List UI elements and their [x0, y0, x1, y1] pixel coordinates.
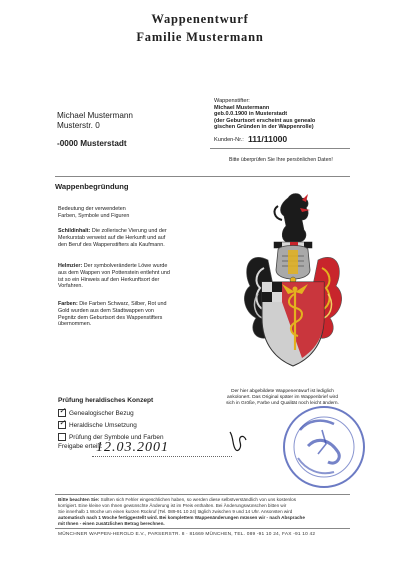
checkbox-genealogy[interactable]	[58, 406, 66, 417]
founder-label: Wappenstifter:	[214, 98, 250, 104]
recipient-name: Michael Mustermann	[57, 111, 133, 120]
shield-line: den Beruf des Wappenstifters als Kaufmann.	[58, 241, 165, 248]
checklist-item-heraldic[interactable]	[58, 418, 137, 429]
divider	[210, 148, 350, 149]
checkbox-symbols[interactable]	[58, 433, 66, 441]
notice-line: Sie innerhalb 1 Woche um einen kurzen Rückruf (Tel. 089-91 10 24) täglich zwischen 9 und 14 Uhr. Ansonsten wird	[58, 509, 293, 515]
checklist-label: Heraldische Umsetzung	[69, 421, 137, 429]
release-label: Freigabe erteilt:	[58, 443, 103, 450]
notice-line: Sollten sich Fehler eingeschlichen haben, so werden diese selbstverständlich von uns kostenlos	[99, 497, 296, 502]
shield-line: Die zollerische Vierung und der	[90, 228, 167, 234]
checklist-label: Genealogischer Bezug	[69, 409, 134, 417]
checklist-label: Prüfung der Symbole und Farben	[69, 433, 164, 441]
colors-line: übernommen.	[58, 321, 92, 328]
notice-line: automatisch nach 1 Woche fertiggestellt wird. Bei komplettem Wappenänderungen müssen wir - nach Absprache	[58, 515, 305, 521]
check-hint: Bitte überprüfen Sie Ihre persönlichen Daten!	[229, 157, 333, 163]
founder-note: (der Geburtsort erscheint aus genealo	[214, 117, 316, 124]
caption-line: ankolonert. Das Original später im Wappenbrief wird	[227, 394, 338, 400]
checkbox-heraldic[interactable]	[58, 418, 66, 429]
coat-of-arms-image	[238, 190, 348, 386]
founder-note2: gischen Gründen in der Wappenrolle)	[214, 124, 314, 131]
founder-block	[214, 98, 315, 131]
colors-line: Die Farben Schwarz, Silber, Rot und	[77, 301, 167, 307]
stamp-image	[278, 400, 370, 494]
notice-label: Bitte beachten Sie:	[58, 497, 100, 502]
section-divider	[55, 176, 350, 177]
colors-line: Pegnitz dem Geburtsort des Wappenstifters	[58, 314, 163, 321]
checkmark-icon: ✓	[59, 406, 66, 415]
notice-text	[58, 497, 348, 527]
shield-label: Schildinhalt:	[58, 228, 91, 234]
page-title: Wappenentwurf	[151, 12, 249, 26]
justification-intro	[58, 206, 206, 220]
footer-divider	[55, 528, 350, 529]
notice-line: mit Ihnen - einen zusätzlichen Betrag berechnen.	[58, 521, 165, 527]
colors-line: Gold wurden aus dem Stadtwappen von	[58, 307, 154, 314]
crest-line: Vorfahren.	[58, 283, 83, 290]
page-subtitle: Familie Mustermann	[136, 30, 264, 44]
colors-description	[58, 301, 206, 328]
founder-birth: geb.0.0.1900 in Musterstadt	[214, 111, 288, 118]
justification-title: Wappenbegründung	[55, 182, 129, 191]
shield-description	[58, 228, 206, 248]
footer-address: MÜNCHNER WAPPEN-HEROLD E.V., PARSERSTR. 8 · 81669 MÜNCHEN, TEL. 089 -91 10 24, FAX -91 10 42	[58, 532, 316, 537]
customer-number-label: Kunden-Nr.:	[214, 137, 244, 143]
notice-divider	[55, 494, 350, 495]
shield-line: Merkurstab verweist auf die Herkunft und auf	[58, 234, 166, 241]
signature-image	[224, 428, 254, 456]
checklist-item-genealogy[interactable]	[58, 406, 134, 417]
crest-line: ist so ein Hinweis auf den Herkunftsort der	[58, 276, 160, 283]
crest-description	[58, 263, 206, 290]
crest-label: Helmzier:	[58, 263, 83, 269]
release-date: 12.03.2001	[96, 440, 169, 455]
checkmark-icon: ✓	[59, 418, 66, 427]
founder-name: Michael Mustermann	[214, 104, 270, 111]
recipient-city: -0000 Musterstadt	[57, 139, 127, 148]
notice-line: korrigiert. Eine kleine von Ihnen gewünschte Änderung ist im Preis enthalten. Bei Änderungswünschen bitten wir	[58, 503, 287, 509]
checklist-title: Prüfung heraldisches Konzept	[58, 397, 154, 404]
crest-line: aus dem Wappen von Pottenstein entlehnt und	[58, 269, 170, 276]
crest-line: Der symbolveränderte Löwe wurde	[82, 263, 168, 269]
intro-line: Farben, Symbole und Figuren	[58, 212, 130, 219]
recipient-street: Musterstr. 0	[57, 121, 100, 130]
date-line	[92, 456, 232, 457]
colors-label: Farben:	[58, 301, 78, 307]
caption-line: Der hier abgebildete Wappenentwurf ist lediglich	[231, 389, 334, 394]
customer-number: 111/11000	[248, 134, 288, 144]
intro-line: Bedeutung der verwendeten	[58, 206, 126, 212]
caption-line: sich in Größe, Farbe und Qualität noch leicht ändern.	[226, 400, 339, 406]
